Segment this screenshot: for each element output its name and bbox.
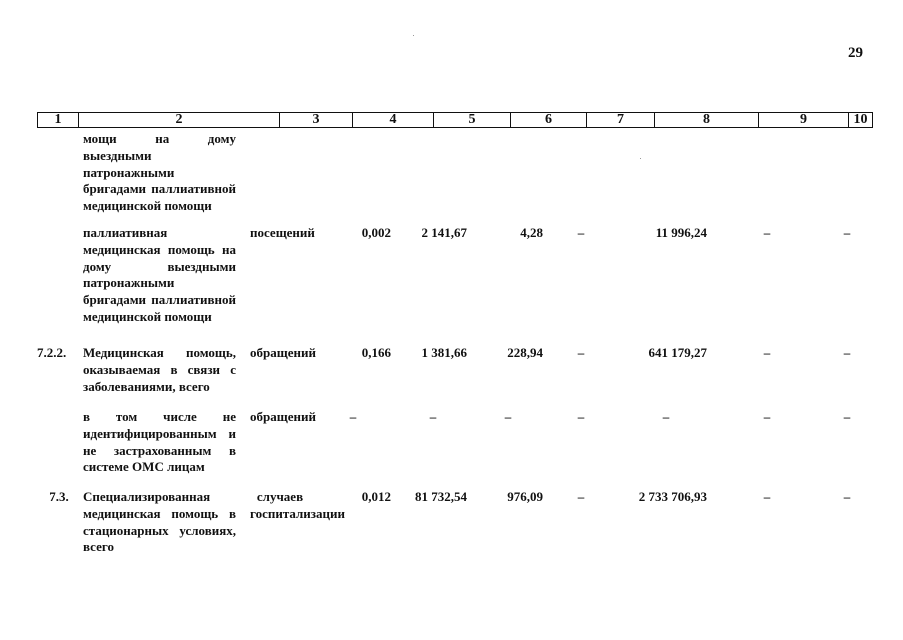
header-col-8: 8 <box>655 113 759 127</box>
row-3-col-5: – <box>429 409 437 424</box>
row-3-col-10: – <box>843 409 851 424</box>
row-1-unit: посещений <box>250 225 315 240</box>
row-4-col-6: 976,09 <box>507 489 543 504</box>
header-col-5: 5 <box>434 113 511 127</box>
row-4-col-7: – <box>577 489 585 504</box>
header-col-1: 1 <box>38 113 79 127</box>
row-2-number: 7.2.2. <box>37 345 67 360</box>
row-4-unit: случаев госпитализации <box>250 489 345 521</box>
row-0-name: мощи на дому выездными патронажными бригадами паллиативной медицинской помощи <box>83 131 236 214</box>
row-3-col-7: – <box>577 409 585 424</box>
row-3-col-6: – <box>504 409 512 424</box>
row-3-col-4: – <box>349 409 357 424</box>
header-col-9: 9 <box>759 113 849 127</box>
row-2-col-9: – <box>763 345 771 360</box>
row-2-col-5: 1 381,66 <box>421 345 467 360</box>
row-1-col-10: – <box>843 225 851 240</box>
header-col-6: 6 <box>511 113 587 127</box>
row-4-col-8: 2 733 706,93 <box>638 489 707 504</box>
header-col-3: 3 <box>280 113 353 127</box>
row-4-name: Специализированная медицинская помощь в стационарных условиях, всего <box>83 489 236 555</box>
row-4-col-4: 0,012 <box>361 489 391 504</box>
header-col-4: 4 <box>353 113 434 127</box>
row-4-col-10: – <box>843 489 851 504</box>
header-col-2: 2 <box>79 113 280 127</box>
scan-speck <box>413 35 414 36</box>
row-2-col-7: – <box>577 345 585 360</box>
row-3-col-8: – <box>662 409 670 424</box>
row-1-col-6: 4,28 <box>520 225 543 240</box>
row-2-name: Медицинская помощь, оказываемая в связи с заболеваниями, всего <box>83 345 236 394</box>
row-1-col-8: 11 996,24 <box>655 225 707 240</box>
row-1-name: паллиативная медицинская помощь на дому выездными патронажными бригадами паллиативной медицинской помощи <box>83 225 236 324</box>
row-2-col-8: 641 179,27 <box>648 345 707 360</box>
table-header-row <box>37 112 873 128</box>
row-2-col-10: – <box>843 345 851 360</box>
row-1-col-9: – <box>763 225 771 240</box>
row-1-col-4: 0,002 <box>361 225 391 240</box>
row-2-unit: обращений <box>250 345 316 360</box>
row-2-col-6: 228,94 <box>507 345 543 360</box>
row-2-col-4: 0,166 <box>361 345 391 360</box>
header-col-10: 10 <box>853 112 868 127</box>
row-3-name: в том числе не идентифицированным и не застрахованным в системе ОМС лицам <box>83 409 236 475</box>
row-3-col-9: – <box>763 409 771 424</box>
row-1-col-5: 2 141,67 <box>421 225 467 240</box>
row-4-col-9: – <box>763 489 771 504</box>
scan-speck <box>640 158 641 159</box>
row-4-col-5: 81 732,54 <box>415 489 467 504</box>
row-1-col-7: – <box>577 225 585 240</box>
row-3-unit: обращений <box>250 409 316 424</box>
header-col-7: 7 <box>587 113 655 127</box>
page-number: 29 <box>848 45 863 61</box>
row-4-number: 7.3. <box>49 489 69 504</box>
